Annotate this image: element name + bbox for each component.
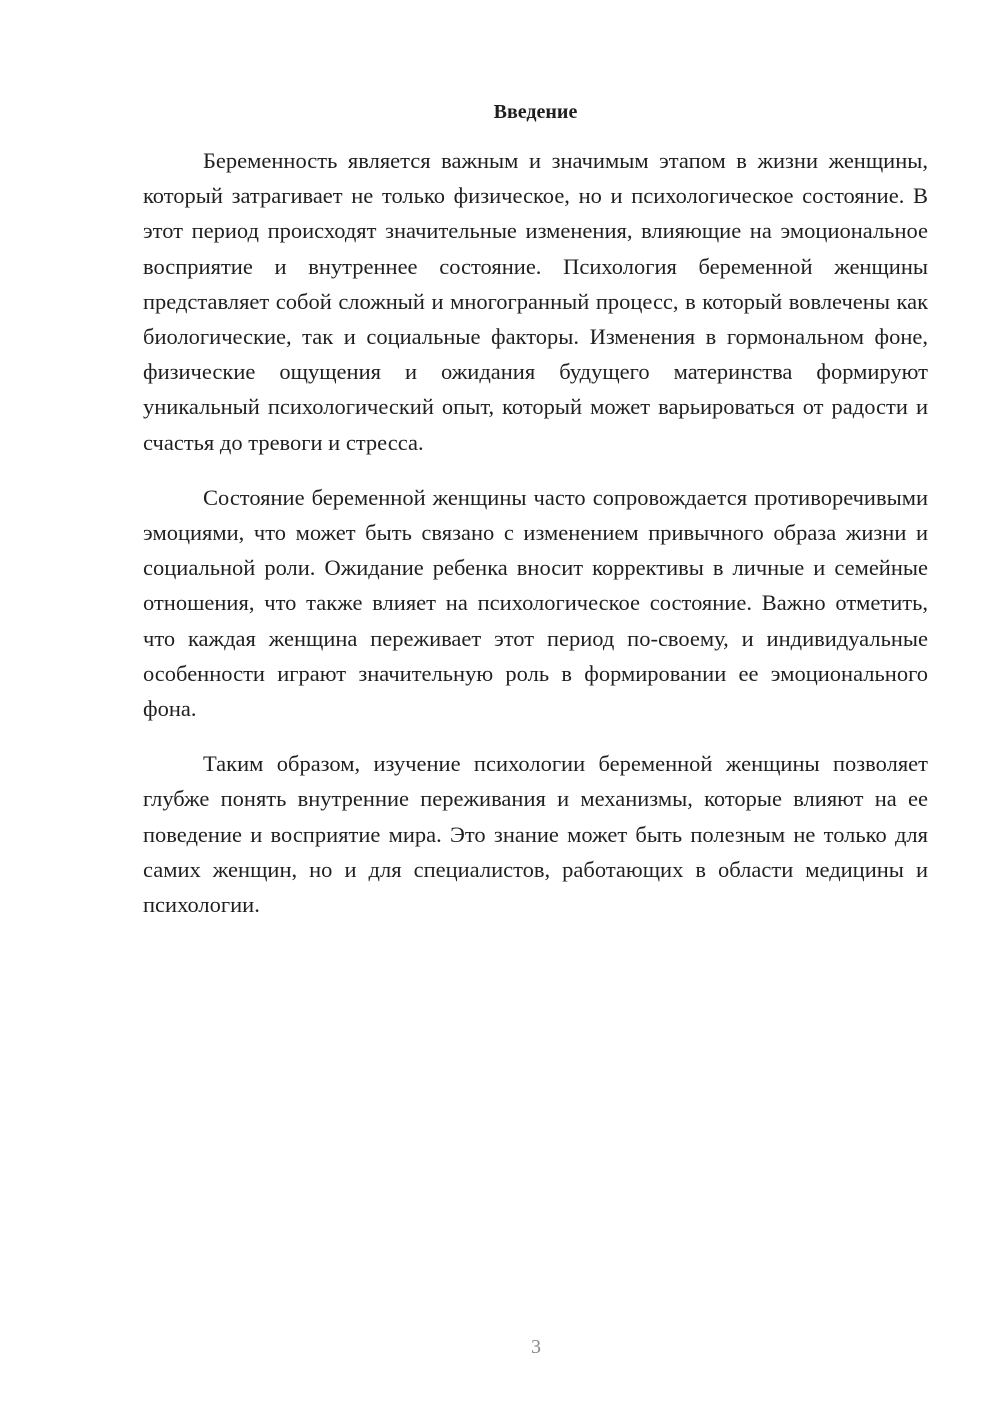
body-text (143, 143, 928, 942)
paragraph-1: Беременность является важным и значимым этапом в жизни женщины, который затрагивает не только физическое, но и психологическое состояние. В этот период происходят значительные изменения, влияющие на эмоциональное восприятие и внутреннее состояние. Психология беременной женщины представляет собой сложный и многогранный процесс, в который вовлечены как биологические, так и социальные факторы. Изменения в гормональном фоне, физические ощущения и ожидания будущего материнства формируют уникальный психологический опыт, который может варьироваться от радости и счастья до тревоги и стресса. (143, 148, 928, 455)
paragraph-2: Состояние беременной женщины часто сопровождается противоречивыми эмоциями, что может быть связано с изменением привычного образа жизни и социальной роли. Ожидание ребенка вносит коррективы в личные и семейные отношения, что также влияет на психологическое состояние. Важно отметить, что каждая женщина переживает этот период по-своему, и индивидуальные особенности играют значительную роль в формировании ее эмоционального фона. (143, 484, 928, 722)
paragraph-3: Таким образом, изучение психологии беременной женщины позволяет глубже понять внутренние переживания и механизмы, которые влияют на ее поведение и восприятие мира. Это знание может быть полезным не только для самих женщин, но и для специалистов, работающих в области медицины и психологии. (143, 751, 928, 918)
page-number: 3 (531, 1336, 541, 1358)
section-heading: Введение (493, 101, 578, 123)
